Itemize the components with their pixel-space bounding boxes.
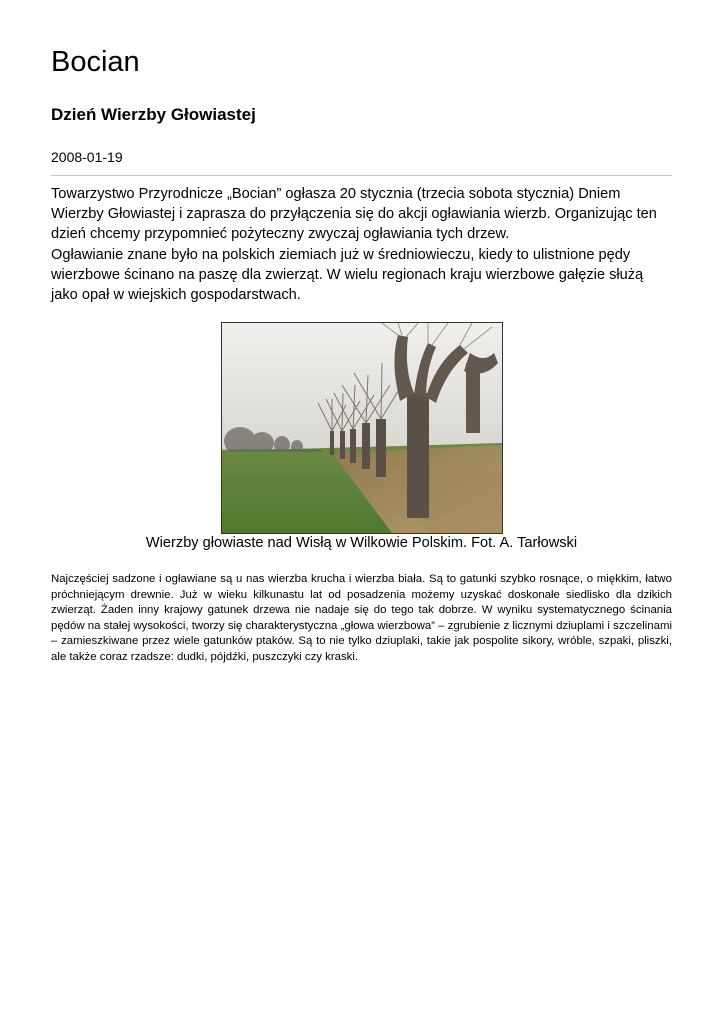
body-paragraph: Najczęściej sadzone i ogławiane są u nas wierzba krucha i wierzba biała. Są to gatunki szybko rosnące, o miękkim, łatwo próchniejącym drewnie. Już w wieku kilkunastu lat od posadzenia możemy uzyskać doskonałe siedlisko dla dzikich zwierząt. Żaden inny krajowy gatunek drzewa nie nadaje się do tego tak dobrze. W wyniku systematycznego ścinania pędów na stałej wysokości, tworzy się charakterystyczna „głowa wierzbowa” – zgrubienie z licznymi dziuplami i szczelinami – zamieszkiwane przez wiele gatunków ptaków. Są to nie tylko dziuplaki, takie jak pospolite sikory, wróble, szpaki, pliszki, ale także coraz rzadsze: dudki, pójdźki, puszczyki czy kraski. (51, 573, 672, 663)
intro-text (51, 184, 672, 305)
body-text (51, 572, 672, 666)
intro-paragraph: Towarzystwo Przyrodnicze „Bocian” ogłasza 20 stycznia (trzecia sobota stycznia) Dniem Wierzby Głowiastej i zaprasza do przyłączenia się do akcji ogławiania wierzb. Organizując ten dzień chcemy przypomnieć pożyteczny zwyczaj ogławiania tych drzew. (51, 186, 657, 243)
article-title: Dzień Wierzby Głowiastej (51, 105, 256, 124)
photo-caption: Wierzby głowiaste nad Wisłą w Wilkowie Polskim. Fot. A. Tarłowski (145, 535, 578, 551)
site-title: Bocian (51, 46, 140, 78)
divider (51, 175, 672, 176)
article-date: 2008-01-19 (51, 149, 123, 165)
willow-photo (221, 322, 503, 534)
intro-paragraph: Ogławianie znane było na polskich ziemiach już w średniowieczu, kiedy to ulistnione pędy wierzbowe ścinano na paszę dla zwierząt. W wielu regionach kraju wierzbowe gałęzie służą jako opał w wiejskich gospodarstwach. (51, 246, 644, 304)
